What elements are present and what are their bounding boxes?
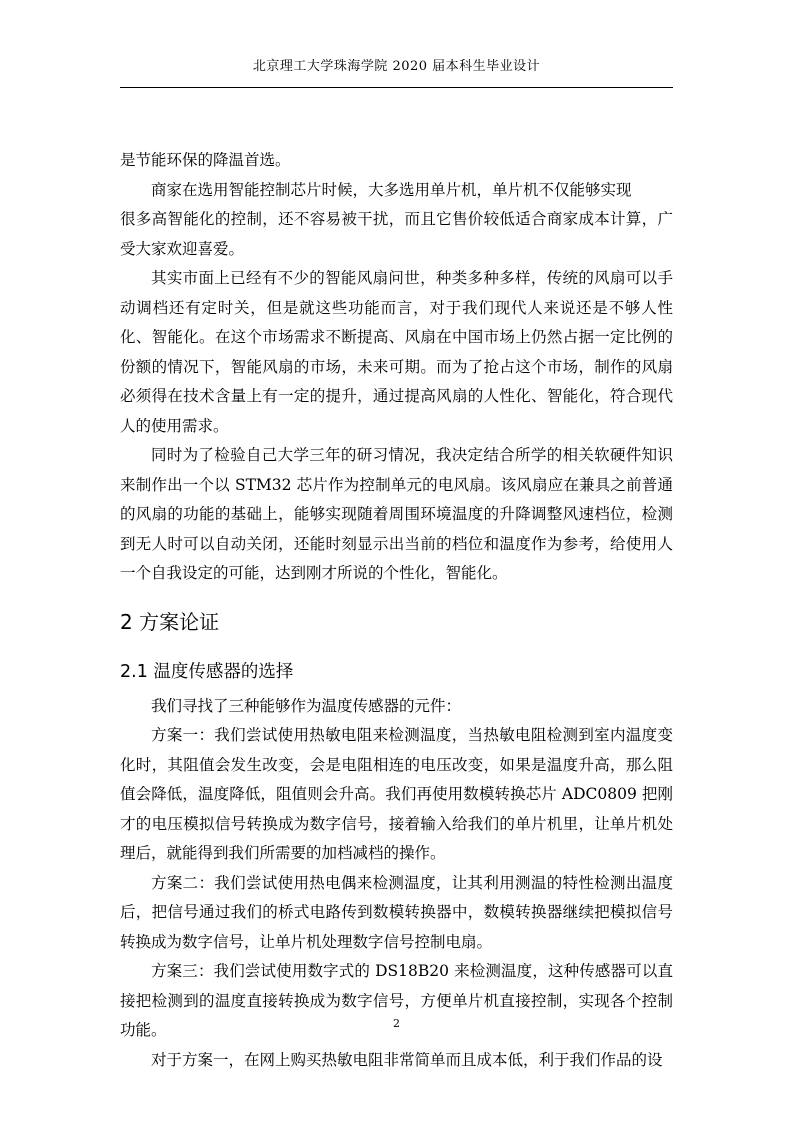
- paragraph-option-three: 方案三：我们尝试使用数字式的 DS18B20 来检测温度，这种传感器可以直接把检测到的温度直接转换成为数字信号，方便单片机直接控制，实现各个控制功能。: [120, 962, 673, 1039]
- section-heading-scheme-demonstration: 2 方案论证: [120, 609, 220, 634]
- subsection-heading-temperature-sensor: 2.1 温度传感器的选择: [120, 661, 294, 682]
- paragraph-merchant-choice: [120, 176, 673, 265]
- paragraph-sensor-intro: 我们寻找了三种能够作为温度传感器的元件：: [151, 696, 462, 715]
- page-body: [120, 146, 673, 1075]
- paragraph-continuation: 是节能环保的降温首选。: [120, 151, 291, 169]
- paragraph-option-two: 方案二：我们尝试使用热电偶来检测温度，让其利用测温的特性检测出温度后，把信号通过我们的桥式电路传到数模转换器中，数模转换器继续把模拟信号转换成为数字信号，让单片机处理数字信号控制电扇。: [120, 873, 673, 951]
- header-divider: [120, 87, 673, 88]
- page-header: 北京理工大学珠海学院 2020 届本科生毕业设计: [252, 59, 541, 74]
- paragraph-merchant-line-1: 商家在选用智能控制芯片时候，大多选用单片机，单片机不仅能够实现: [151, 180, 632, 199]
- paragraph-merchant-line-2: 很多高智能化的控制，还不容易被干扰，而且它售价较低适合商家成本计算，广受大家欢迎喜爱。: [120, 210, 673, 258]
- page-number: 2: [393, 1017, 400, 1030]
- paragraph-option-one: 方案一：我们尝试使用热敏电阻来检测温度，当热敏电阻检测到室内温度变化时，其阻值会发生改变，会是电阻相连的电压改变，如果是温度升高，那么阻值会降低，温度降低，阻值则会升高。我们再使用数模转换芯片 ADC0809 把刚才的电压模拟信号转换成为数字信号，接着输入给我们的单片机里，让单片机处理后，就能得到我们所需要的加档减档的操作。: [120, 726, 673, 862]
- paragraph-smart-fan-market: 其实市面上已经有不少的智能风扇问世，种类多种多样，传统的风扇可以手动调档还有定时关，但是就这些功能而言，对于我们现代人来说还是不够人性化、智能化。在这个市场需求不断提高、风扇在中国市场上仍然占据一定比例的份额的情况下，智能风扇的市场，未来可期。而为了抢占这个市场，制作的风扇必须得在技术含量上有一定的提升，通过提高风扇的人性化、智能化，符合现代人的使用需求。: [120, 269, 673, 435]
- paragraph-design-purpose: 同时为了检验自己大学三年的研习情况，我决定结合所学的相关软硬件知识来制作出一个以 STM32 芯片作为控制单元的电风扇。该风扇应在兼具之前普通的风扇的功能的基础上，能够实现随着周围环境温度的升降调整风速档位，检测到无人时可以自动关闭，还能时刻显示出当前的档位和温度作为参考，给使用人一个自我设定的可能，达到刚才所说的个性化，智能化。: [120, 446, 673, 582]
- paragraph-option-analysis: 对于方案一，在网上购买热敏电阻非常简单而且成本低，利于我们作品的设: [151, 1050, 663, 1069]
